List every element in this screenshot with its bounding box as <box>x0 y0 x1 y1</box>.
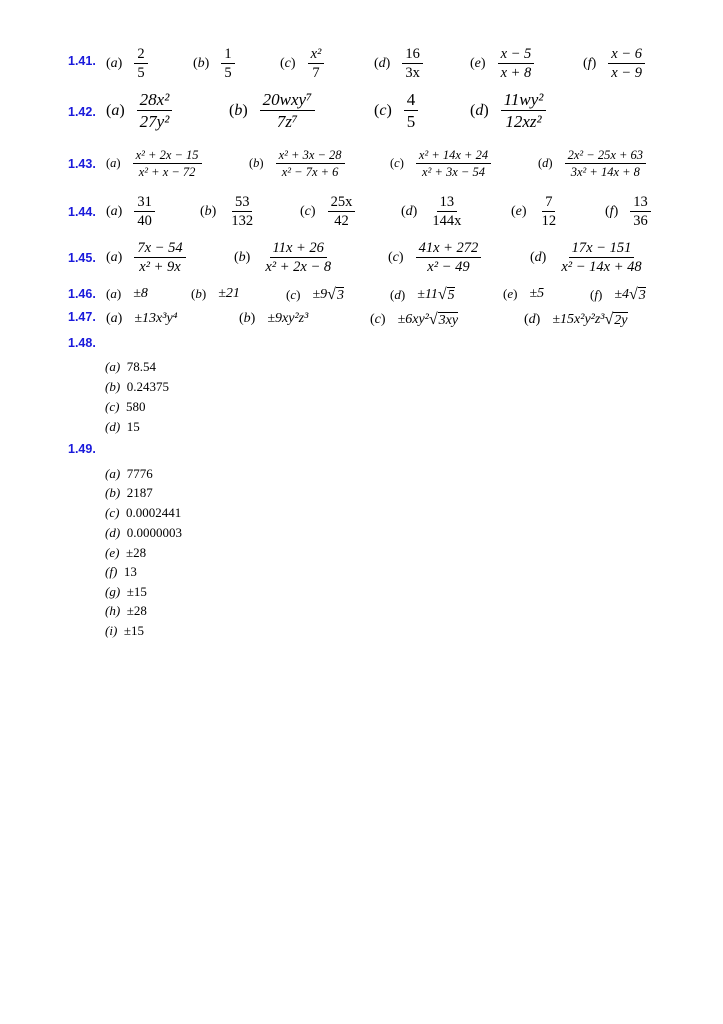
expression: ±6xy² <box>397 312 429 327</box>
answer-c <box>370 311 458 329</box>
answer-d <box>401 194 464 229</box>
answer-c <box>388 240 481 275</box>
item-label: (a) <box>106 156 121 170</box>
expression: ±15x²y²z³ <box>552 312 605 327</box>
problem-1-45 <box>0 238 723 282</box>
answer-a <box>106 286 148 302</box>
item-label: (b) <box>229 101 248 119</box>
answer-a <box>106 194 155 229</box>
answer-1-48-b <box>105 379 169 395</box>
answer-value: 2187 <box>126 485 153 500</box>
problem-1-44 <box>0 192 723 234</box>
answer-c <box>374 90 418 131</box>
fraction: $\frac{7}{12}$ <box>541 194 557 230</box>
radicand: 3xy <box>438 312 459 328</box>
item-label: (a) <box>106 55 123 71</box>
answer-value: 0.24375 <box>126 379 169 394</box>
item-label: (f) <box>583 55 597 71</box>
item-label: (c) <box>388 249 404 265</box>
item-label: (d) <box>374 55 391 71</box>
item-label: (d) <box>470 101 489 119</box>
answer-1-49-a <box>105 466 153 482</box>
answer-c <box>390 148 491 179</box>
fraction: $\frac{11x + 26}{\text{x² + 2x − 8}}$ <box>265 240 332 276</box>
answer-value: 15 <box>126 419 140 434</box>
answer-1-49-b <box>105 485 153 501</box>
fraction: $\frac{\text{x² + 14x + 24}}{\text{x² + 3x − 54}}$ <box>416 148 491 179</box>
radicand: 3 <box>638 287 646 303</box>
item-label: (d) <box>105 525 121 540</box>
answer-c <box>280 46 324 81</box>
fraction: $\frac{31}{40}$ <box>134 194 155 229</box>
radical-sign: √ <box>604 311 614 328</box>
fraction: $\frac{\text{2x² − 25x + 63}}{\text{3x² + 14x + 8}}$ <box>565 148 646 179</box>
item-label: (d) <box>530 249 547 265</box>
radicand: 5 <box>447 287 455 303</box>
item-label: (a) <box>105 359 121 374</box>
item-label: (c) <box>300 203 316 219</box>
answer-1-49-d <box>105 525 182 541</box>
radical-sign: √ <box>437 286 447 303</box>
answer-a <box>106 240 186 275</box>
item-label: (e) <box>503 286 518 301</box>
answer-d <box>390 286 455 304</box>
expression: ±11 <box>417 287 438 302</box>
fraction: $\frac{\text{11wy²}}{\text{12xz²}}$ <box>501 90 547 131</box>
problem-1-42 <box>0 88 723 138</box>
fraction: $\frac{16}{3x}$ <box>402 46 423 81</box>
answer-a <box>106 311 178 327</box>
item-label: (a) <box>106 286 122 301</box>
answer-d <box>470 90 546 131</box>
item-label: (b) <box>105 379 121 394</box>
answer-1-49-e <box>105 545 146 561</box>
item-label: (a) <box>105 466 121 481</box>
answer-1-49-h <box>105 603 147 619</box>
answer-value: ±15 <box>123 623 144 638</box>
item-label: (f) <box>590 287 603 302</box>
item-label: (c) <box>390 156 404 170</box>
answer-a <box>106 46 148 81</box>
answer-1-49-f <box>105 564 137 580</box>
answer-b <box>200 194 256 229</box>
expression: ±4 <box>614 287 629 302</box>
expression: ±9xy²z³ <box>267 311 309 326</box>
problem-number: 1.41. <box>68 54 96 68</box>
answer-d <box>530 240 645 275</box>
answer-f <box>583 46 645 81</box>
problem-number: 1.43. <box>68 157 96 171</box>
problem-1-47 <box>0 310 723 332</box>
radical-sign: √ <box>629 286 638 303</box>
item-label: (d) <box>390 287 406 302</box>
answer-value: 0.0000003 <box>126 525 182 540</box>
item-label: (c) <box>374 101 392 119</box>
item-label: (f) <box>605 203 619 219</box>
answer-b <box>234 240 334 275</box>
problem-number: 1.46. <box>68 287 96 301</box>
answer-value: 13 <box>123 564 137 579</box>
answer-b <box>239 311 308 327</box>
fraction: $\frac{53}{132}$ <box>231 194 254 230</box>
item-label: (c) <box>286 287 301 302</box>
item-label: (d) <box>105 419 121 434</box>
item-label: (h) <box>105 603 121 618</box>
problem-1-43 <box>0 146 723 188</box>
answer-f <box>590 286 646 304</box>
answer-f <box>605 194 651 229</box>
problem-number: 1.44. <box>68 205 96 219</box>
answer-b <box>193 46 235 81</box>
fraction: $\frac{\text{20wxy⁷}}{\text{7z⁷}}$ <box>260 90 315 131</box>
item-label: (a) <box>106 249 123 265</box>
item-label: (a) <box>106 203 123 219</box>
item-label: (c) <box>105 399 120 414</box>
answer-1-49-c <box>105 505 181 521</box>
problem-1-48-number: 1.48. <box>68 336 96 350</box>
problem-1-49-number: 1.49. <box>68 442 96 456</box>
item-label: (c) <box>105 505 120 520</box>
expression: ±9 <box>312 287 328 302</box>
item-label: (c) <box>280 55 296 71</box>
answer-c <box>300 194 355 229</box>
expression: ±5 <box>529 286 545 301</box>
expression: ±21 <box>218 286 240 301</box>
fraction: $\frac{\text{x²}}{7}$ <box>308 46 325 81</box>
answer-b <box>229 90 315 131</box>
item-label: (e) <box>105 545 120 560</box>
fraction: $\frac{2}{5}$ <box>134 46 147 81</box>
expression: ±13x³y⁴ <box>134 311 178 326</box>
answer-c <box>286 286 344 304</box>
item-label: (d) <box>401 203 418 219</box>
problem-number: 1.42. <box>68 105 96 119</box>
problem-number: 1.45. <box>68 251 96 265</box>
expression: ±8 <box>133 286 148 301</box>
answer-d <box>374 46 423 81</box>
answer-e <box>470 46 534 81</box>
fraction: $\frac{4}{5}$ <box>404 90 419 131</box>
item-label: (e) <box>470 55 486 71</box>
radical-sign: √ <box>428 311 438 328</box>
radicand: 3 <box>336 287 344 303</box>
answer-value: ±28 <box>125 545 147 560</box>
fraction: $\frac{x - 6}{x - 9}$ <box>608 46 645 81</box>
fraction: $\frac{\text{28x²}}{\text{27y²}}$ <box>137 90 173 131</box>
item-label: (g) <box>105 584 121 599</box>
item-label: (b) <box>193 55 210 71</box>
fraction: $\frac{1}{5}$ <box>221 46 234 81</box>
problem-1-46 <box>0 286 723 306</box>
item-label: (b) <box>249 156 264 170</box>
fraction: $\frac{\text{x² + 2x − 15}}{\text{x² + x − 72}}$ <box>133 148 202 179</box>
answer-value: 580 <box>125 399 146 414</box>
item-label: (d) <box>524 312 541 327</box>
radical-sign: √ <box>327 286 336 303</box>
item-label: (a) <box>106 101 125 119</box>
fraction: $\frac{41x + 272}{\text{x² − 49}}$ <box>416 240 482 275</box>
problem-1-41 <box>0 42 723 86</box>
answer-1-49-g <box>105 584 147 600</box>
item-label: (c) <box>370 312 386 327</box>
item-label: (e) <box>511 203 527 219</box>
radicand: 2y <box>614 312 628 328</box>
answer-d <box>524 311 628 329</box>
fraction: $\frac{7x - 54}{\text{x² + 9x}}$ <box>134 240 185 275</box>
fraction: $\frac{17x - 151}{\text{x² − 14x + 48}}$ <box>561 240 642 276</box>
fraction: $\frac{x - 5}{x + 8}$ <box>498 46 535 81</box>
answer-b <box>191 286 240 302</box>
fraction: $\frac{\text{x² + 3x − 28}}{\text{x² − 7x + 6}}$ <box>276 148 345 179</box>
item-label: (b) <box>239 311 256 326</box>
item-label: (d) <box>538 156 553 170</box>
answer-b <box>249 148 345 179</box>
answer-e <box>503 286 544 302</box>
fraction: $\frac{25x}{42}$ <box>328 194 356 229</box>
item-label: (f) <box>105 564 118 579</box>
answer-a <box>106 148 202 179</box>
fraction: $\frac{13}{144x}$ <box>432 194 462 230</box>
answer-e <box>511 194 559 229</box>
answer-1-48-a <box>105 359 156 375</box>
answer-value: ±28 <box>126 603 147 618</box>
item-label: (i) <box>105 623 118 638</box>
answer-a <box>106 90 172 131</box>
answer-1-48-c <box>105 399 145 415</box>
fraction: $\frac{13}{36}$ <box>630 194 651 229</box>
item-label: (b) <box>234 249 251 265</box>
answer-1-48-d <box>105 419 140 435</box>
answer-value: 0.0002441 <box>125 505 182 520</box>
item-label: (b) <box>105 485 121 500</box>
answer-value: 78.54 <box>126 359 156 374</box>
item-label: (b) <box>200 203 217 219</box>
answer-d <box>538 148 646 179</box>
item-label: (b) <box>191 286 207 301</box>
answer-value: ±15 <box>126 584 147 599</box>
item-label: (a) <box>106 311 123 326</box>
answer-value: 7776 <box>126 466 153 481</box>
answer-1-49-i <box>105 623 144 639</box>
problem-number: 1.47. <box>68 310 96 324</box>
